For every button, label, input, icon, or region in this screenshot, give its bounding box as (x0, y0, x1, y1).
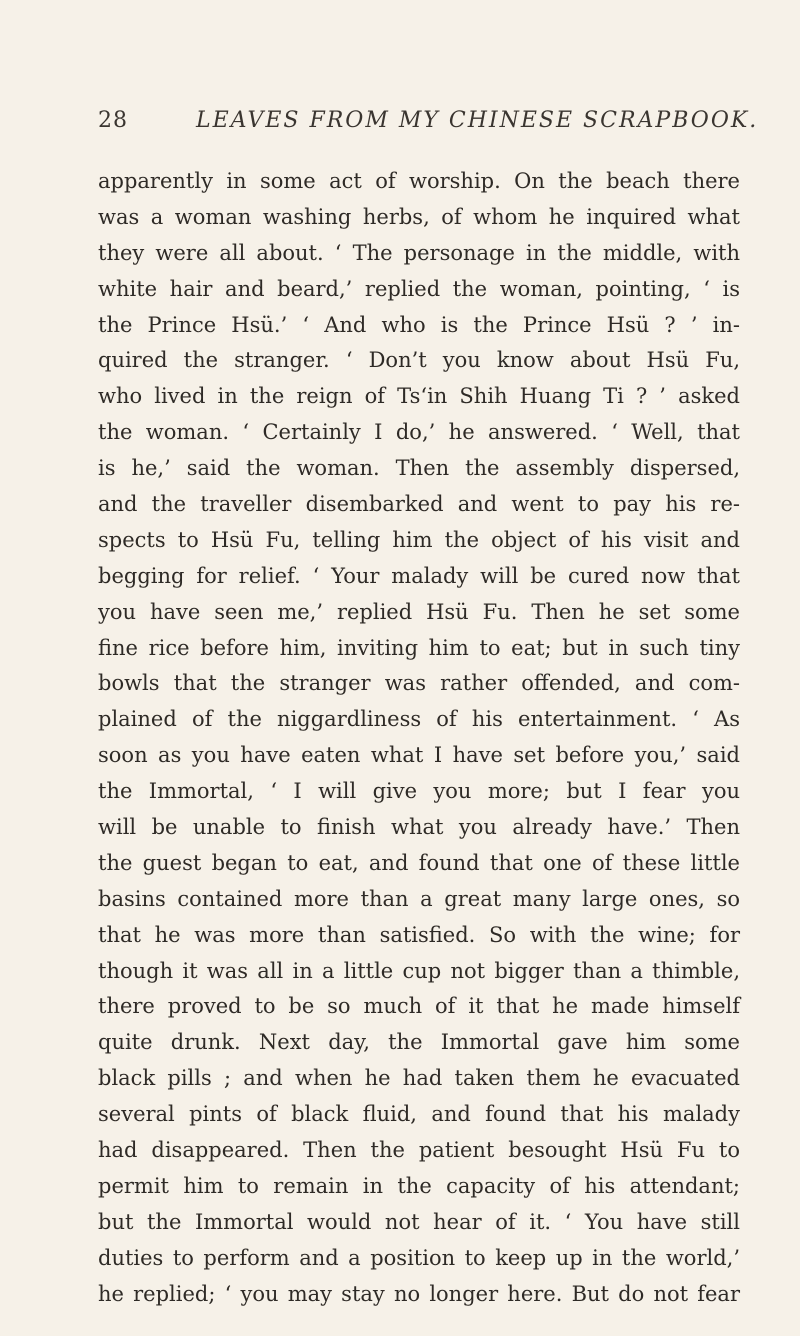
page-number: 28 (98, 108, 128, 133)
text-line: the guest began to eat, and found that one of these little (98, 850, 740, 875)
text-line: white hair and beard,’ replied the woman, pointing, ‘ is (98, 276, 740, 301)
text-line: the woman. ‘ Certainly I do,’ he answered. ‘ Well, that (98, 420, 740, 445)
text-line: is he,’ said the woman. Then the assembly dispersed, (98, 456, 740, 481)
text-line: who lived in the reign of Tsʻin Shih Huang Ti ? ’ asked (98, 384, 740, 409)
text-line: will be unable to finish what you already have.’ Then (98, 815, 740, 840)
body-text (98, 164, 740, 1313)
text-line: permit him to remain in the capacity of his attendant; (98, 1173, 740, 1198)
text-line: several pints of black fluid, and found that his malady (98, 1102, 740, 1127)
text-line: there proved to be so much of it that he made himself (98, 994, 740, 1019)
text-line: and the traveller disembarked and went to pay his re- (98, 492, 740, 517)
text-line: was a woman washing herbs, of whom he inquired what (98, 204, 740, 229)
text-line: black pills ; and when he had taken them he evacuated (98, 1066, 740, 1091)
text-line: spects to Hsü Fu, telling him the object of his visit and (98, 527, 740, 552)
text-line: the Prince Hsü.’ ‘ And who is the Prince Hsü ? ’ in- (98, 312, 740, 337)
text-line: bowls that the stranger was rather offended, and com- (98, 671, 740, 696)
text-line: duties to perform and a position to keep up in the world,’ (98, 1245, 740, 1270)
text-line: they were all about. ‘ The personage in the middle, with (98, 240, 740, 265)
text-line: plained of the niggardliness of his entertainment. ‘ As (98, 707, 740, 732)
text-line: that he was more than satisfied. So with the wine; for (98, 922, 740, 947)
text-line: quired the stranger. ‘ Don’t you know about Hsü Fu, (98, 348, 740, 373)
text-line: fine rice before him, inviting him to eat; but in such tiny (98, 635, 740, 660)
text-line: the Immortal, ‘ I will give you more; but I fear you (98, 779, 740, 804)
text-line: though it was all in a little cup not bigger than a thimble, (98, 958, 740, 983)
text-line: you have seen me,’ replied Hsü Fu. Then he set some (98, 599, 740, 624)
book-title: LEAVES FROM MY CHINESE SCRAPBOOK. (196, 108, 759, 133)
text-line: quite drunk. Next day, the Immortal gave him some (98, 1030, 740, 1055)
text-line: he replied; ‘ you may stay no longer here. But do not fear (98, 1281, 740, 1306)
text-line: but the Immortal would not hear of it. ‘ You have still (98, 1209, 740, 1234)
text-line: apparently in some act of worship. On the beach there (98, 169, 740, 193)
text-line: basins contained more than a great many large ones, so (98, 886, 740, 911)
text-line: had disappeared. Then the patient besought Hsü Fu to (98, 1138, 740, 1163)
text-line: begging for relief. ‘ Your malady will be cured now that (98, 563, 740, 588)
text-line: soon as you have eaten what I have set before you,’ said (98, 743, 740, 768)
running-head (98, 108, 759, 144)
